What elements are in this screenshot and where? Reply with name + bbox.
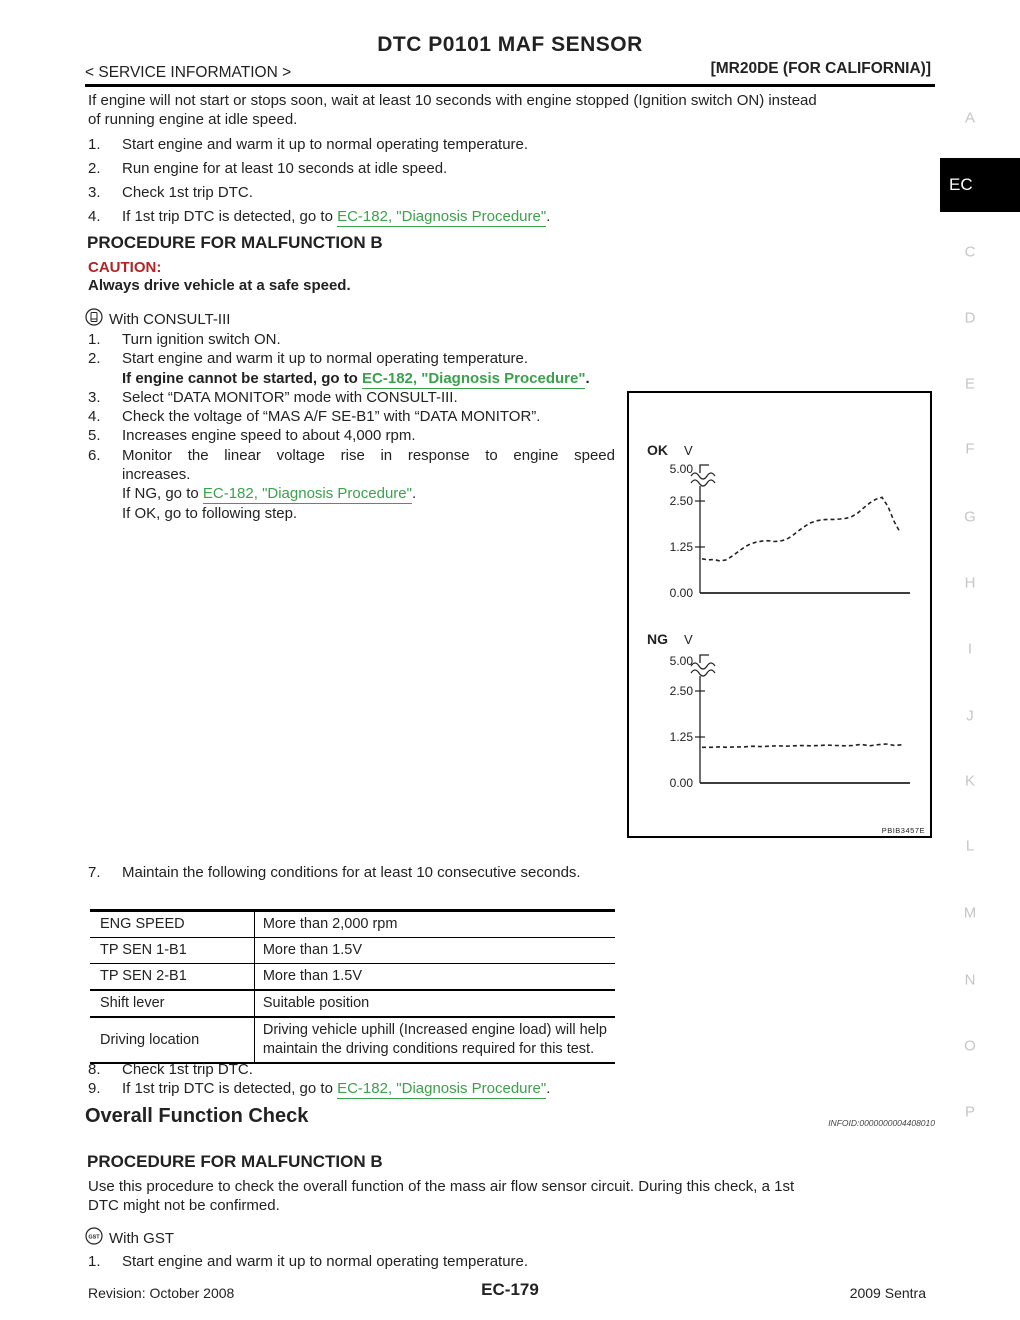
axis-break-icon xyxy=(691,670,715,676)
section-tab-k[interactable]: K xyxy=(964,772,975,790)
svg-text:0.00: 0.00 xyxy=(669,776,693,790)
svg-text:1.25: 1.25 xyxy=(669,540,693,554)
step: 2. Start engine and warm it up to normal operating temperature. xyxy=(88,350,529,368)
table-row: ENG SPEED More than 2,000 rpm xyxy=(90,911,615,938)
gst-tool-icon xyxy=(85,1227,103,1249)
malfunction-b-heading: PROCEDURE FOR MALFUNCTION B xyxy=(87,233,383,252)
ok-voltage-curve xyxy=(702,497,900,561)
ng-voltage-curve xyxy=(702,744,903,747)
step-note: If engine cannot be started, go to EC-182, "Diagnosis Procedure". xyxy=(122,369,590,387)
step: 9. If 1st trip DTC is detected, go to EC-182, "Diagnosis Procedure". xyxy=(88,1080,551,1098)
section-tab-ec[interactable]: EC xyxy=(940,158,1020,212)
engine-variant-label: [MR20DE (FOR CALIFORNIA)] xyxy=(710,60,931,77)
step: 4. Check the voltage of “MAS A/F SE-B1” with “DATA MONITOR”. xyxy=(88,408,541,426)
section-tab-g[interactable]: G xyxy=(964,508,976,526)
with-consult-line xyxy=(85,308,230,330)
step: 6. Monitor the linear voltage rise in response to engine speed xyxy=(88,446,615,464)
svg-text:2.50: 2.50 xyxy=(669,494,693,508)
svg-text:V: V xyxy=(684,632,693,647)
section-tab-l[interactable]: L xyxy=(965,837,975,855)
step: 1. Turn ignition switch ON. xyxy=(88,331,281,348)
gst-label: With GST xyxy=(109,1229,175,1247)
figure-code: PBIB3457E xyxy=(881,826,925,835)
step: 5. Increases engine speed to about 4,000 rpm. xyxy=(88,427,416,445)
svg-text:OK: OK xyxy=(647,442,668,458)
footer-model: 2009 Sentra xyxy=(849,1285,926,1301)
section-tab-o[interactable]: O xyxy=(964,1037,976,1055)
malfunction-b-subheading: PROCEDURE FOR MALFUNCTION B xyxy=(87,1152,383,1171)
consult-iii-tool-icon xyxy=(85,308,103,330)
table-row: TP SEN 2-B1 More than 1.5V xyxy=(90,964,615,991)
section-tab-e[interactable]: E xyxy=(964,375,975,393)
overall-function-check-heading: Overall Function Check xyxy=(85,1105,309,1127)
ec182-diagnosis-link[interactable]: EC-182, "Diagnosis Procedure" xyxy=(362,369,586,387)
maf-voltage-figure xyxy=(627,391,932,838)
step-continuation: increases. xyxy=(122,466,191,484)
intro-paragraph xyxy=(88,91,817,129)
section-tab-n[interactable]: N xyxy=(964,971,976,989)
gst-step-1: 1. Start engine and warm it up to normal operating temperature. xyxy=(88,1253,529,1270)
caution-label: CAUTION: xyxy=(88,259,162,276)
section-tab-j[interactable]: J xyxy=(966,707,974,725)
axis-break-icon xyxy=(691,473,715,479)
overall-check-paragraph: Use this procedure to check the overall function of the mass air flow sensor circuit. During this check, a 1st DTC might not be confirmed. xyxy=(88,1178,795,1214)
service-information-label: < SERVICE INFORMATION > xyxy=(85,64,292,81)
svg-text:2.50: 2.50 xyxy=(669,684,693,698)
list-item: 4. If 1st trip DTC is detected, go to EC-182, "Diagnosis Procedure". xyxy=(88,208,551,225)
svg-text:GST: GST xyxy=(88,1234,100,1241)
conditions-table xyxy=(90,909,615,1064)
ec182-diagnosis-link[interactable]: EC-182, "Diagnosis Procedure" xyxy=(202,485,412,503)
footer-revision: Revision: October 2008 xyxy=(88,1285,235,1301)
with-gst-line xyxy=(85,1227,174,1249)
section-tab-f[interactable]: F xyxy=(965,440,975,458)
section-tab-a[interactable]: A xyxy=(964,109,975,127)
ng-chart xyxy=(647,631,910,790)
list-item: 1. Start engine and warm it up to normal operating temperature. xyxy=(88,136,529,153)
page-title: DTC P0101 MAF SENSOR xyxy=(377,33,643,56)
infoid-label: INFOID:0000000004408010 xyxy=(828,1118,935,1128)
table-row: Shift lever Suitable position xyxy=(90,990,615,1017)
ok-chart xyxy=(647,442,910,600)
steps-8-9 xyxy=(88,1060,550,1099)
procedure-a-list xyxy=(88,135,550,231)
ec182-diagnosis-link[interactable]: EC-182, "Diagnosis Procedure" xyxy=(337,1080,547,1098)
axis-break-icon xyxy=(691,480,715,486)
section-tab-h[interactable]: H xyxy=(964,574,976,592)
svg-text:NG: NG xyxy=(647,631,668,647)
step-7: 7. Maintain the following conditions for at least 10 consecutive seconds. xyxy=(88,864,581,881)
ec182-diagnosis-link[interactable]: EC-182, "Diagnosis Procedure" xyxy=(337,208,547,225)
footer-page-number: EC-179 xyxy=(481,1280,539,1299)
table-row: TP SEN 1-B1 More than 1.5V xyxy=(90,938,615,964)
list-item: 3. Check 1st trip DTC. xyxy=(88,184,253,201)
axis-break-icon xyxy=(691,663,715,669)
section-tab-d[interactable]: D xyxy=(964,309,976,327)
consult-label: With CONSULT-III xyxy=(109,310,231,328)
intro-line-1: If engine will not start or stops soon, wait at least 10 seconds with engine stopped (Ignition switch ON) instead xyxy=(88,92,817,109)
svg-text:0.00: 0.00 xyxy=(669,586,693,600)
section-tab-p[interactable]: P xyxy=(964,1103,975,1121)
step-ok-note: If OK, go to following step. xyxy=(122,504,298,522)
malfunction-b-steps xyxy=(88,330,628,523)
step: 3. Select “DATA MONITOR” mode with CONSULT-III. xyxy=(88,388,458,406)
section-tab-i[interactable]: I xyxy=(967,640,973,658)
step: 8. Check 1st trip DTC. xyxy=(88,1061,253,1078)
table-row: Driving location Driving vehicle uphill (Increased engine load) will help maintain the driving conditions required for this test. xyxy=(90,1017,615,1063)
svg-text:1.25: 1.25 xyxy=(669,730,693,744)
section-tab-m[interactable]: M xyxy=(963,904,977,922)
svg-text:V: V xyxy=(684,443,693,458)
svg-text:5.00: 5.00 xyxy=(669,654,693,668)
section-tab-c[interactable]: C xyxy=(964,243,976,261)
svg-text:5.00: 5.00 xyxy=(669,462,693,476)
step-ng-note: If NG, go to EC-182, "Diagnosis Procedure". xyxy=(122,485,417,503)
intro-line-2: of running engine at idle speed. xyxy=(88,111,298,128)
list-item: 2. Run engine for at least 10 seconds at idle speed. xyxy=(88,160,448,177)
header-rule xyxy=(85,84,935,87)
caution-text: Always drive vehicle at a safe speed. xyxy=(88,277,351,294)
